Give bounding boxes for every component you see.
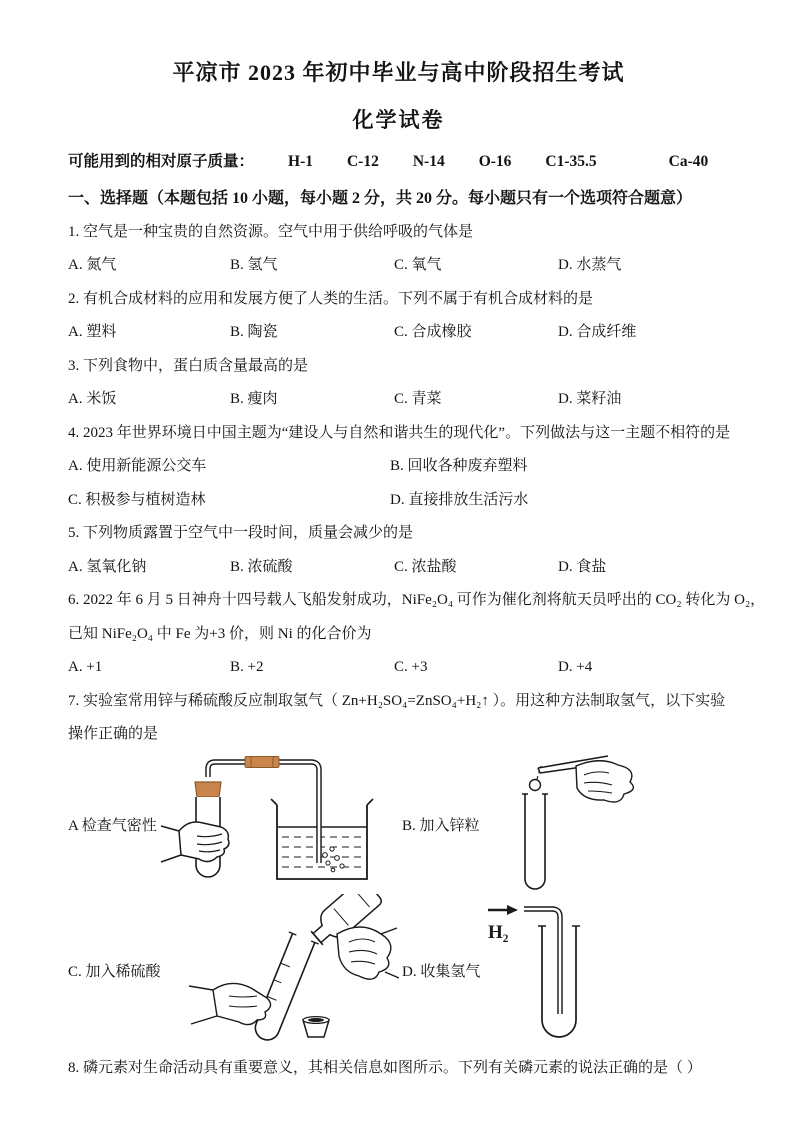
q8-stem: 8. 磷元素对生命活动具有重要意义，其相关信息如图所示。下列有关磷元素的说法正确的是（ ） <box>68 1060 702 1076</box>
q4-option-c: C. 积极参与植树造林 <box>68 491 206 508</box>
q7-figure-a <box>68 755 402 893</box>
q4-option-b: B. 回收各种废弃塑料 <box>390 458 528 474</box>
hand <box>161 822 229 862</box>
q4-option-d: D. 直接排放生活污水 <box>390 491 529 508</box>
q4-option-a: A. 使用新能源公交车 <box>68 458 207 474</box>
add-zinc-diagram <box>480 754 648 894</box>
q7-figure-b-label: B. 加入锌粒 <box>402 817 480 834</box>
q1-option-b: B. 氢气 <box>230 257 278 273</box>
q7-figure-a-label: A 检查气密性 <box>68 817 157 834</box>
q7-stem-line2: 操作正确的是 <box>68 726 159 742</box>
atomic-mass-ca: Ca-40 <box>668 153 709 170</box>
q6-option-b: B. +2 <box>230 659 264 675</box>
q2-option-c: C. 合成橡胶 <box>394 324 472 340</box>
q3-option-a: A. 米饭 <box>68 391 117 407</box>
q1-stem: 1. 空气是一种宝贵的自然资源。空气中用于供给呼吸的气体是 <box>68 223 474 240</box>
q1-option-a: A. 氮气 <box>68 257 117 273</box>
q3-options <box>68 389 729 409</box>
q6-options <box>68 657 729 677</box>
rubber-stopper <box>195 782 221 797</box>
q5-option-b: B. 浓硫酸 <box>230 558 293 575</box>
beaker-spout <box>271 799 373 805</box>
q6-option-a: A. +1 <box>68 659 103 675</box>
q1-options <box>68 255 729 275</box>
q7-figure-c <box>68 894 402 1046</box>
gas-arrow-icon <box>488 905 518 915</box>
q2-option-a: A. 塑料 <box>68 324 117 340</box>
q6-stem-line2: 已知 NiFe₂O₄ 中 Fe 为+3 价，则 Ni 的化合价为 <box>68 625 372 642</box>
page-title: 平凉市 2023 年初中毕业与高中阶段招生考试 <box>172 60 625 85</box>
atomic-mass-o: O-16 <box>478 153 512 170</box>
atomic-mass-n: N-14 <box>412 153 445 170</box>
add-acid-diagram <box>161 894 399 1046</box>
airtightness-check-diagram <box>159 755 389 893</box>
q5-options <box>68 557 729 577</box>
q5-option-c: C. 浓盐酸 <box>394 558 457 575</box>
q2-options <box>68 322 729 342</box>
atomic-masses-line <box>68 149 729 171</box>
q7-figure-d-label: D. 收集氢气 <box>402 963 481 980</box>
zinc-granule <box>529 780 540 791</box>
q3-option-c: C. 青菜 <box>394 391 442 407</box>
q7-figure-row-2 <box>68 894 729 1046</box>
q1-option-d: D. 水蒸气 <box>558 257 622 273</box>
atomic-mass-h: H-1 <box>288 153 313 170</box>
atomic-masses-label: 可能用到的相对原子质量： <box>68 153 255 170</box>
q4-stem: 4. 2023 年世界环境日中国主题为“建设人与自然和谐共生的现代化”。下列做法与这一主题不相符的是 <box>68 424 731 441</box>
q2-option-b: B. 陶瓷 <box>230 324 278 340</box>
q2-option-d: D. 合成纤维 <box>558 324 637 340</box>
hand-with-tweezers <box>538 756 633 802</box>
bubbles <box>322 847 343 872</box>
q7-stem-line1: 7. 实验室常用锌与稀硫酸反应制取氢气（ Zn+H₂SO₄=ZnSO₄+H₂↑ ）。用这种方法制取氢气，以下实验 <box>68 692 726 709</box>
q3-stem: 3. 下列食物中，蛋白质含量最高的是 <box>68 357 309 374</box>
stopper-on-table <box>303 1017 329 1037</box>
atomic-mass-c: C-12 <box>346 153 379 170</box>
hand-on-bottle <box>337 927 399 979</box>
q7-figures <box>68 754 729 1046</box>
q5-option-a: A. 氢氧化钠 <box>68 558 147 575</box>
q6-stem-line1: 6. 2022 年 6 月 5 日神舟十四号载人飞船发射成功，NiFe₂O₄ 可作为催化剂将航天员呼出的 CO₂ 转化为 O₂， <box>68 592 766 608</box>
paper-subtitle: 化学试卷 <box>352 108 445 132</box>
h2-gas-label: H₂ <box>488 922 509 943</box>
q6-option-d: D. +4 <box>558 659 593 675</box>
rubber-connector <box>245 757 279 768</box>
beaker <box>277 805 367 879</box>
test-tube <box>525 794 545 889</box>
atomic-mass-cl: C1-35.5 <box>545 153 597 170</box>
collect-hydrogen-diagram <box>480 896 630 1044</box>
q6-option-c: C. +3 <box>394 659 428 675</box>
section-title-choice: 一、选择题（本题包括 10 小题，每小题 2 分，共 20 分。每小题只有一个选项符合题意） <box>68 190 693 207</box>
q7-figure-c-label: C. 加入稀硫酸 <box>68 963 161 980</box>
q4-options-row2 <box>68 490 729 510</box>
q7-figure-d <box>402 896 630 1044</box>
q3-option-d: D. 菜籽油 <box>558 391 622 407</box>
water-shading <box>282 837 362 867</box>
q5-stem: 5. 下列物质露置于空气中一段时间，质量会减少的是 <box>68 525 414 541</box>
q4-options-row1 <box>68 456 729 476</box>
q7-figure-b <box>402 754 648 894</box>
q5-option-d: D. 食盐 <box>558 558 607 575</box>
q1-option-c: C. 氧气 <box>394 257 442 273</box>
q7-figure-row-1 <box>68 754 729 894</box>
q2-stem: 2. 有机合成材料的应用和发展方便了人类的生活。下列不属于有机合成材料的是 <box>68 290 594 307</box>
hand-on-tube <box>189 983 271 1024</box>
q3-option-b: B. 瘦肉 <box>230 391 278 407</box>
